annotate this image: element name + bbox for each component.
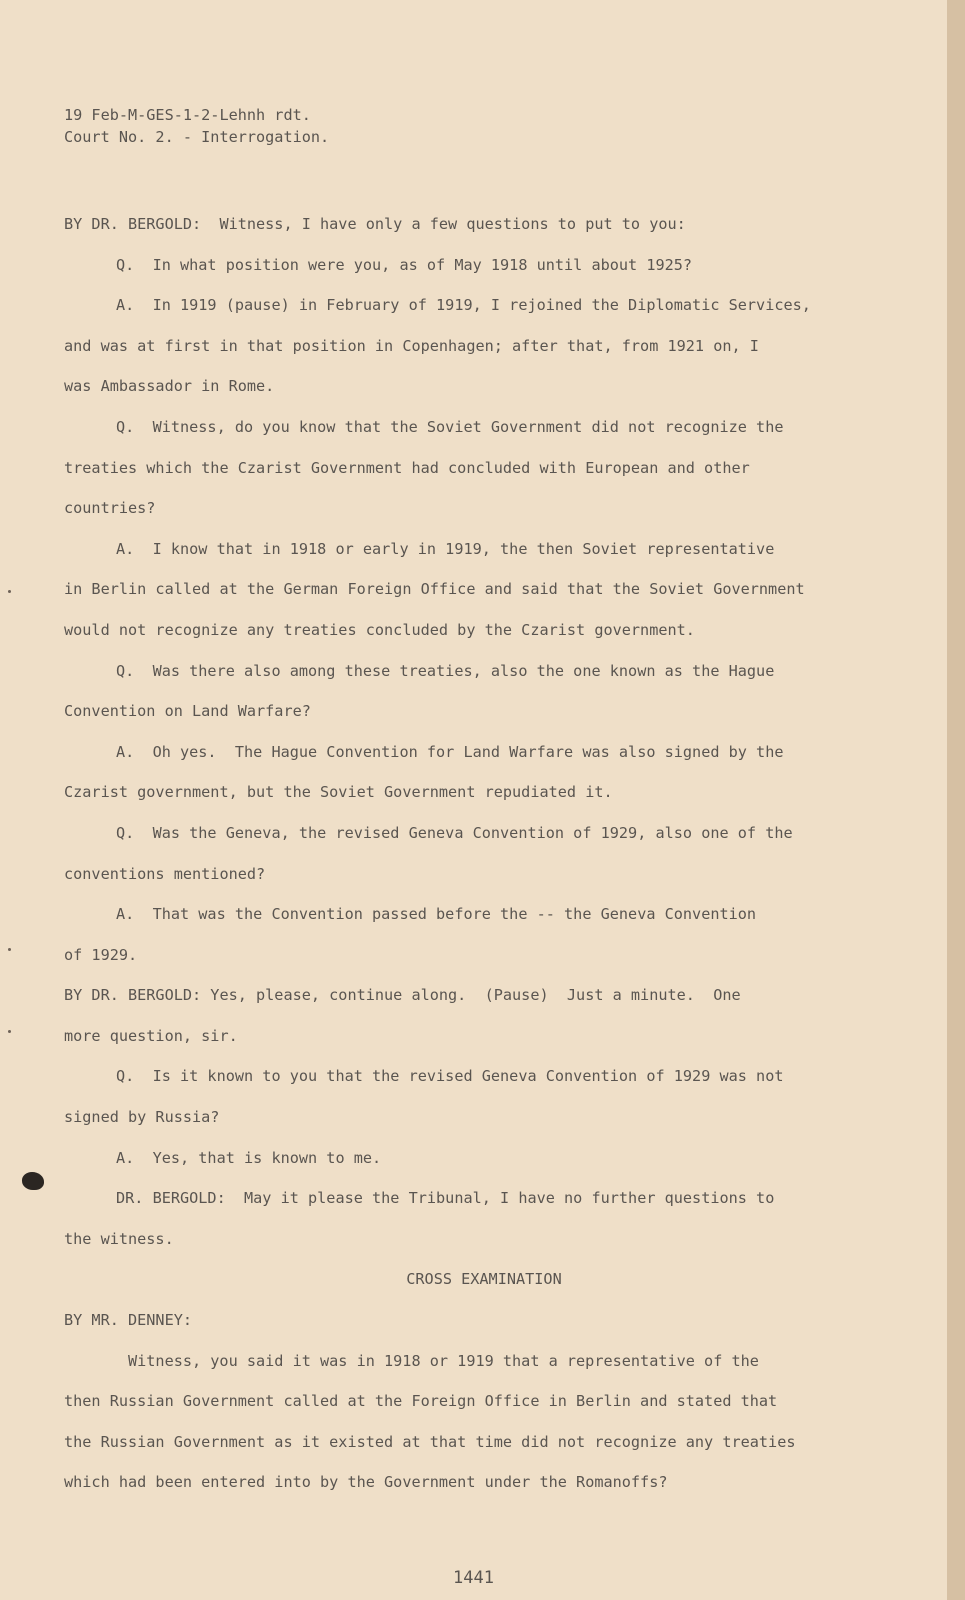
transcript-line: Witness, you said it was in 1918 or 1919 that a representative of the: [128, 1351, 759, 1370]
paper-speck: [8, 1030, 11, 1033]
transcript-body: [64, 204, 904, 1503]
transcript-line: A. I know that in 1918 or early in 1919, the then Soviet representative: [116, 539, 775, 558]
transcript-line: Q. In what position were you, as of May 1918 until about 1925?: [116, 255, 693, 274]
header-court: Court No. 2. - Interrogation.: [64, 128, 330, 146]
punch-hole-mark: [22, 1172, 44, 1190]
transcript-line: which had been entered into by the Government under the Romanoffs?: [64, 1473, 668, 1492]
transcript-line: Czarist government, but the Soviet Government repudiated it.: [64, 783, 613, 802]
paper-speck: [8, 948, 11, 951]
page-number: 1441: [453, 1568, 494, 1588]
transcript-line: and was at first in that position in Copenhagen; after that, from 1921 on, I: [64, 336, 759, 355]
transcript-line: of 1929.: [64, 945, 138, 964]
header-reference: 19 Feb-M-GES-1-2-Lehnh rdt.: [64, 106, 311, 124]
transcript-line: BY MR. DENNEY:: [64, 1311, 193, 1330]
transcript-line: countries?: [64, 499, 156, 518]
transcript-line: then Russian Government called at the Foreign Office in Berlin and stated that: [64, 1392, 778, 1411]
transcript-line: signed by Russia?: [64, 1108, 220, 1127]
transcript-line: BY DR. BERGOLD: Yes, please, continue along. (Pause) Just a minute. One: [64, 986, 741, 1005]
transcript-line: the Russian Government as it existed at that time did not recognize any treaties: [64, 1432, 796, 1451]
paper-speck: [8, 590, 11, 593]
transcript-line: Q. Is it known to you that the revised Geneva Convention of 1929 was not: [116, 1067, 784, 1086]
transcript-line: the witness.: [64, 1229, 174, 1248]
transcript-line: BY DR. BERGOLD: Witness, I have only a few questions to put to you:: [64, 215, 686, 233]
transcript-line: A. In 1919 (pause) in February of 1919, I rejoined the Diplomatic Services,: [116, 296, 811, 315]
transcript-line: Q. Was the Geneva, the revised Geneva Convention of 1929, also one of the: [116, 823, 793, 842]
transcript-line: DR. BERGOLD: May it please the Tribunal, I have no further questions to: [116, 1189, 775, 1208]
transcript-line: Q. Witness, do you know that the Soviet Government did not recognize the: [116, 417, 784, 436]
transcript-line: A. Yes, that is known to me.: [116, 1148, 382, 1167]
transcript-line: Q. Was there also among these treaties, also the one known as the Hague: [116, 661, 775, 680]
document-header: [64, 104, 329, 148]
transcript-line: A. That was the Convention passed before the -- the Geneva Convention: [116, 905, 757, 924]
transcript-line: treaties which the Czarist Government had concluded with European and other: [64, 458, 750, 477]
transcript-line: conventions mentioned?: [64, 864, 266, 883]
transcript-line: in Berlin called at the German Foreign Office and said that the Soviet Government: [64, 580, 805, 599]
transcript-line: would not recognize any treaties concluded by the Czarist government.: [64, 620, 695, 639]
transcript-line: A. Oh yes. The Hague Convention for Land Warfare was also signed by the: [116, 742, 784, 761]
transcript-line: Convention on Land Warfare?: [64, 702, 311, 721]
transcript-line: more question, sir.: [64, 1026, 238, 1045]
transcript-line: CROSS EXAMINATION: [406, 1270, 562, 1289]
transcript-line: was Ambassador in Rome.: [64, 377, 275, 396]
